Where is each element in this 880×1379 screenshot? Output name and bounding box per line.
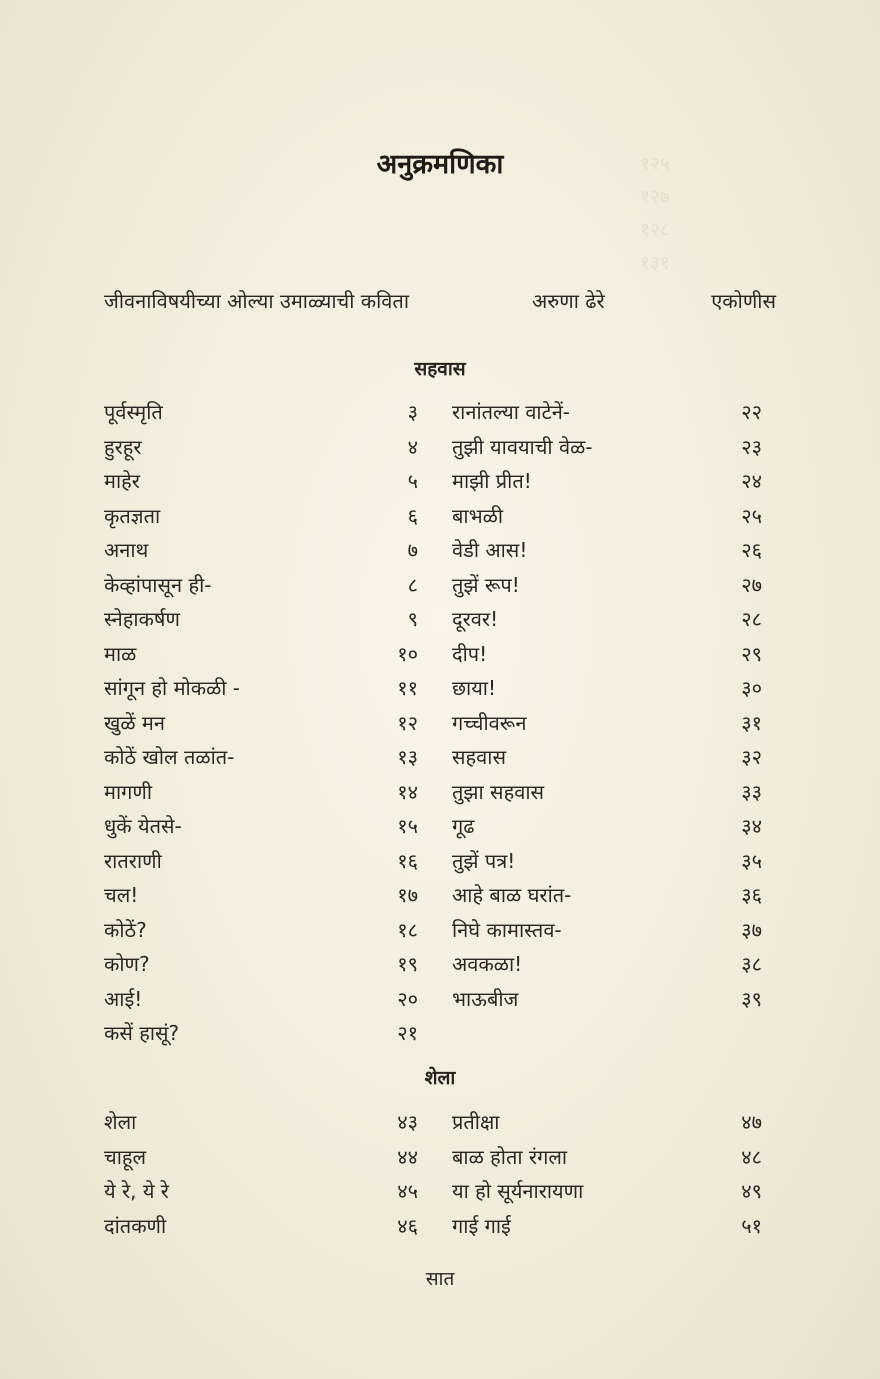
entry-page-number: २६ <box>741 538 762 562</box>
toc-entry <box>452 1211 762 1241</box>
intro-entry <box>104 287 776 317</box>
page-number-footer: सात <box>425 1268 455 1290</box>
entry-page-number: ३४ <box>741 814 762 838</box>
show-through-text: १२७ <box>640 186 670 208</box>
entry-page-number: ४३ <box>397 1110 418 1134</box>
toc-entry <box>452 984 762 1014</box>
entry-page-number: ३७ <box>741 917 762 942</box>
entry-title: बाळ होता रंगला <box>452 1144 568 1169</box>
entry-page-number: ३१ <box>741 710 762 735</box>
entry-page-number: ३६ <box>741 883 762 907</box>
toc-entry <box>104 949 418 979</box>
toc-entry <box>452 1107 762 1137</box>
entry-page-number: ७ <box>407 538 418 562</box>
entry-title: आई! <box>104 986 143 1011</box>
intro-author: अरुणा ढेरे <box>532 289 605 313</box>
entry-page-number: १३ <box>397 745 418 769</box>
entry-title: छाया! <box>452 676 496 700</box>
toc-entry <box>104 880 418 910</box>
entry-page-number: ३० <box>741 676 762 700</box>
entry-page-number: ४६ <box>397 1213 418 1238</box>
toc-entry <box>104 742 418 772</box>
entry-page-number: ४८ <box>741 1144 762 1169</box>
toc-entry <box>452 535 762 565</box>
toc-entry <box>452 811 762 841</box>
entry-title: स्नेहाकर्षण <box>104 607 180 631</box>
entry-title: केव्हांपासून ही- <box>104 572 212 597</box>
toc-entry <box>452 501 762 531</box>
entry-page-number: ५१ <box>741 1213 762 1238</box>
entry-page-number: ५ <box>407 469 418 493</box>
entry-page-number: ९ <box>407 607 418 631</box>
entry-page-number: २१ <box>397 1021 418 1045</box>
toc-entry <box>452 466 762 496</box>
entry-title: निघे कामास्तव- <box>452 917 562 942</box>
section-heading: शेला <box>424 1067 456 1089</box>
entry-title: माळ <box>104 641 137 666</box>
entry-title: गाई गाई <box>452 1213 511 1238</box>
entry-title: चाहूल <box>104 1144 147 1169</box>
entry-page-number: ४७ <box>741 1110 762 1134</box>
entry-page-number: ३८ <box>741 952 762 976</box>
entry-page-number: ३९ <box>741 986 762 1011</box>
entry-title: कृतज्ञता <box>104 503 161 528</box>
toc-entry <box>104 639 418 669</box>
entry-title: गूढ <box>452 814 475 838</box>
entry-title: तुझी यावयाची वेळ- <box>452 434 593 459</box>
toc-entry <box>104 604 418 634</box>
entry-title: धुकें येतसे- <box>104 814 182 838</box>
section-heading: सहवास <box>414 358 466 380</box>
entry-page-number: १९ <box>397 952 418 976</box>
toc-entry <box>452 1142 762 1172</box>
entry-title: मागणी <box>104 779 153 804</box>
entry-page-number: २२ <box>741 400 762 424</box>
toc-entry <box>452 880 762 910</box>
entry-title: प्रतीक्षा <box>452 1110 500 1134</box>
entry-title: गच्चीवरून <box>452 710 527 735</box>
toc-entry <box>452 777 762 807</box>
intro-title: जीवनाविषयीच्या ओल्या उमाळ्याची कविता <box>104 289 410 313</box>
entry-title: माझी प्रीत! <box>452 469 532 493</box>
toc-entry <box>104 1176 418 1206</box>
entry-title: दीप! <box>452 641 488 666</box>
toc-entry <box>104 1211 418 1241</box>
toc-entry <box>452 673 762 703</box>
entry-page-number: २४ <box>741 469 762 493</box>
entry-title: बाभळी <box>452 503 504 528</box>
entry-title: दांतकणी <box>104 1213 167 1238</box>
entry-title: तुझा सहवास <box>452 779 545 804</box>
entry-page-number: ४४ <box>397 1144 418 1169</box>
entry-title: अनाथ <box>104 538 149 562</box>
entry-title: चल! <box>104 883 139 907</box>
toc-entry <box>104 432 418 462</box>
entry-title: सांगून हो मोकळी - <box>104 676 241 700</box>
toc-entry <box>104 501 418 531</box>
toc-entry <box>104 1018 418 1048</box>
toc-entry <box>104 777 418 807</box>
entry-page-number: ४ <box>407 434 418 459</box>
toc-entry <box>104 466 418 496</box>
entry-title: हुरहूर <box>104 434 142 459</box>
entry-title: दूरवर! <box>452 607 499 631</box>
toc-entry <box>104 570 418 600</box>
entry-page-number: १८ <box>397 917 418 942</box>
show-through-text: १२८ <box>640 219 670 241</box>
entry-page-number: २३ <box>741 434 762 459</box>
entry-title: या हो सूर्यनारायणा <box>452 1179 584 1203</box>
entry-title: भाऊबीज <box>452 986 519 1011</box>
entry-title: कसें हासूं? <box>104 1021 180 1045</box>
toc-entry <box>452 570 762 600</box>
page-title: अनुक्रमणिका <box>376 149 504 180</box>
toc-entry <box>104 673 418 703</box>
toc-entry <box>104 1142 418 1172</box>
entry-page-number: ४५ <box>397 1179 418 1203</box>
entry-page-number: १० <box>397 641 418 666</box>
entry-page-number: २८ <box>741 607 762 631</box>
entry-title: आहे बाळ घरांत- <box>452 883 572 907</box>
entry-title: शेला <box>104 1110 137 1134</box>
entry-page-number: २७ <box>741 572 762 597</box>
entry-title: रातराणी <box>104 848 162 873</box>
toc-entry <box>104 915 418 945</box>
entry-page-number: ६ <box>407 503 418 528</box>
entry-page-number: ३५ <box>741 848 762 873</box>
toc-entry <box>452 708 762 738</box>
entry-page-number: २५ <box>741 503 762 528</box>
entry-title: सहवास <box>452 745 506 769</box>
toc-entry <box>104 708 418 738</box>
entry-title: कोठें खोल तळांत- <box>104 745 235 769</box>
entry-title: कोठें? <box>104 917 147 942</box>
entry-title: कोण? <box>104 952 150 976</box>
entry-title: खुळें मन <box>104 710 165 735</box>
toc-entry <box>104 535 418 565</box>
entry-title: रानांतल्या वाटेनें- <box>452 400 571 424</box>
entry-page-number: ४९ <box>741 1179 762 1203</box>
entry-page-number: ३ <box>407 400 418 424</box>
toc-entry <box>452 915 762 945</box>
entry-page-number: ८ <box>407 572 418 597</box>
entry-page-number: १७ <box>397 883 418 907</box>
entry-page-number: १२ <box>397 710 418 735</box>
entry-title: पूर्वस्मृति <box>104 400 163 424</box>
show-through-text: १३१ <box>640 252 670 274</box>
toc-entry <box>452 639 762 669</box>
toc-entry <box>104 397 418 427</box>
entry-title: अवकळा! <box>452 952 523 976</box>
entry-page-number: ३२ <box>741 745 762 769</box>
entry-page-number: १५ <box>397 814 418 838</box>
entry-title: माहेर <box>104 469 140 493</box>
intro-page: एकोणीस <box>711 289 776 313</box>
entry-title: तुझें रूप! <box>452 572 520 597</box>
entry-page-number: २० <box>397 986 418 1011</box>
toc-entry <box>104 984 418 1014</box>
toc-entry <box>452 432 762 462</box>
toc-entry <box>452 742 762 772</box>
toc-entry <box>452 846 762 876</box>
toc-entry <box>452 949 762 979</box>
entry-page-number: ३३ <box>741 779 762 804</box>
toc-entry <box>452 1176 762 1206</box>
toc-entry <box>104 811 418 841</box>
entry-title: ये रे, ये रे <box>104 1179 169 1203</box>
toc-entry <box>452 604 762 634</box>
entry-title: वेडी आस! <box>452 538 528 562</box>
show-through-text: १२५ <box>640 153 670 175</box>
toc-entry <box>104 846 418 876</box>
entry-page-number: २९ <box>741 641 762 666</box>
entry-page-number: १४ <box>397 779 418 804</box>
entry-page-number: ११ <box>397 676 418 700</box>
entry-page-number: १६ <box>397 848 418 873</box>
toc-entry <box>104 1107 418 1137</box>
toc-entry <box>452 397 762 427</box>
entry-title: तुझें पत्र! <box>452 848 516 873</box>
